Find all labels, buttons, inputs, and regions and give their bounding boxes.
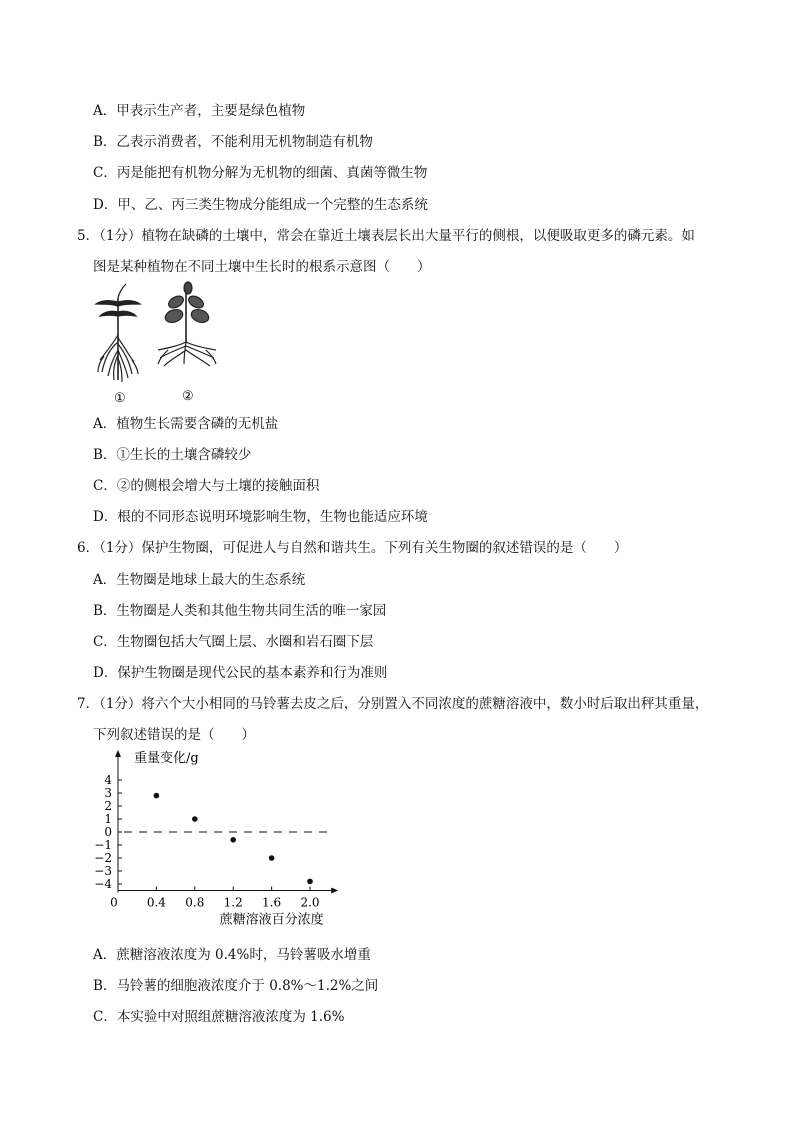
y-tick-label: 4 xyxy=(104,773,112,787)
q6-option-a: A．生物圈是地球上最大的生态系统 xyxy=(93,572,306,588)
y-axis-arrow xyxy=(115,750,121,757)
x-tick-label: 2.0 xyxy=(300,895,320,910)
q7-stem-line1: 7．（1分）将六个大小相同的马铃薯去皮之后，分别置入不同浓度的蔗糖溶液中，数小时后取出秤其重量， xyxy=(77,696,709,712)
y-tick-label: 2 xyxy=(104,799,112,813)
q7-option-a: A．蔗糖溶液浓度为 0.4%时，马铃薯吸水增重 xyxy=(93,947,371,963)
y-tick-label: 0 xyxy=(104,825,112,839)
y-tick-label: −2 xyxy=(94,851,112,865)
data-point xyxy=(192,816,198,822)
x-tick-label: 1.6 xyxy=(262,895,282,910)
root-system-figure xyxy=(88,280,238,405)
y-axis-label: 重量变化/g xyxy=(134,751,199,766)
data-point xyxy=(269,855,275,861)
q5-option-c: C．②的侧根会增大与土壤的接触面积 xyxy=(93,478,320,494)
q6-stem: 6．（1分）保护生物圈，可促进人与自然和谐共生。下列有关生物圈的叙述错误的是（ ） xyxy=(77,540,628,556)
data-point xyxy=(307,879,313,885)
y-tick-label: 1 xyxy=(104,812,112,826)
x-axis-label: 蔗糖溶液百分浓度 xyxy=(219,912,324,928)
q4-option-d: D．甲、乙、丙三类生物成分能组成一个完整的生态系统 xyxy=(93,197,428,213)
data-point xyxy=(154,793,160,799)
data-point xyxy=(230,837,236,843)
y-tick-label: −3 xyxy=(94,864,112,878)
plant-1-drawing xyxy=(96,284,140,382)
q4-option-a: A．甲表示生产者，主要是绿色植物 xyxy=(93,103,306,119)
q5-option-a: A．植物生长需要含磷的无机盐 xyxy=(93,416,279,432)
q5-option-d: D．根的不同形态说明环境影响生物，生物也能适应环境 xyxy=(93,509,428,525)
q4-option-c: C．丙是能把有机物分解为无机物的细菌、真菌等微生物 xyxy=(93,165,428,181)
q6-option-b: B．生物圈是人类和其他生物共同生活的唯一家园 xyxy=(93,603,387,619)
weight-change-chart xyxy=(85,745,350,940)
q7-option-b: B．马铃薯的细胞液浓度介于 0.8%～1.2%之间 xyxy=(93,978,379,994)
root-system-illustration xyxy=(88,280,238,405)
q5-option-b: B．①生长的土壤含磷较少 xyxy=(93,447,252,463)
fig-label-1: ① xyxy=(114,391,126,405)
x-tick-label: 0.4 xyxy=(146,895,166,910)
x-tick-label: 1.2 xyxy=(223,895,243,910)
plant-2-drawing xyxy=(158,282,216,366)
q7-stem-line2: 下列叙述错误的是（ ） xyxy=(93,727,255,743)
y-tick-label: −4 xyxy=(94,877,112,891)
x-axis-arrow xyxy=(331,888,338,894)
fig-label-2: ② xyxy=(182,389,194,404)
q4-option-b: B．乙表示消费者，不能利用无机物制造有机物 xyxy=(93,134,373,150)
q6-option-d: D．保护生物圈是现代公民的基本素养和行为准则 xyxy=(93,665,388,681)
y-tick-label: −1 xyxy=(94,838,112,852)
x-tick-label: 0.8 xyxy=(185,895,205,910)
q6-option-c: C．生物圈包括大气圈上层、水圈和岩石圈下层 xyxy=(93,634,374,650)
q5-stem-line2: 图是某种植物在不同土壤中生长时的根系示意图（ ） xyxy=(93,259,431,275)
chart-svg xyxy=(85,745,350,940)
y-tick-label: 3 xyxy=(104,786,112,800)
origin-label: 0 xyxy=(110,895,118,910)
q7-option-c: C．本实验中对照组蔗糖溶液浓度为 1.6% xyxy=(93,1009,345,1025)
q5-stem-line1: 5．（1分）植物在缺磷的土壤中，常会在靠近土壤表层长出大量平行的侧根，以便吸取更多的磷元素。如 xyxy=(77,228,695,244)
